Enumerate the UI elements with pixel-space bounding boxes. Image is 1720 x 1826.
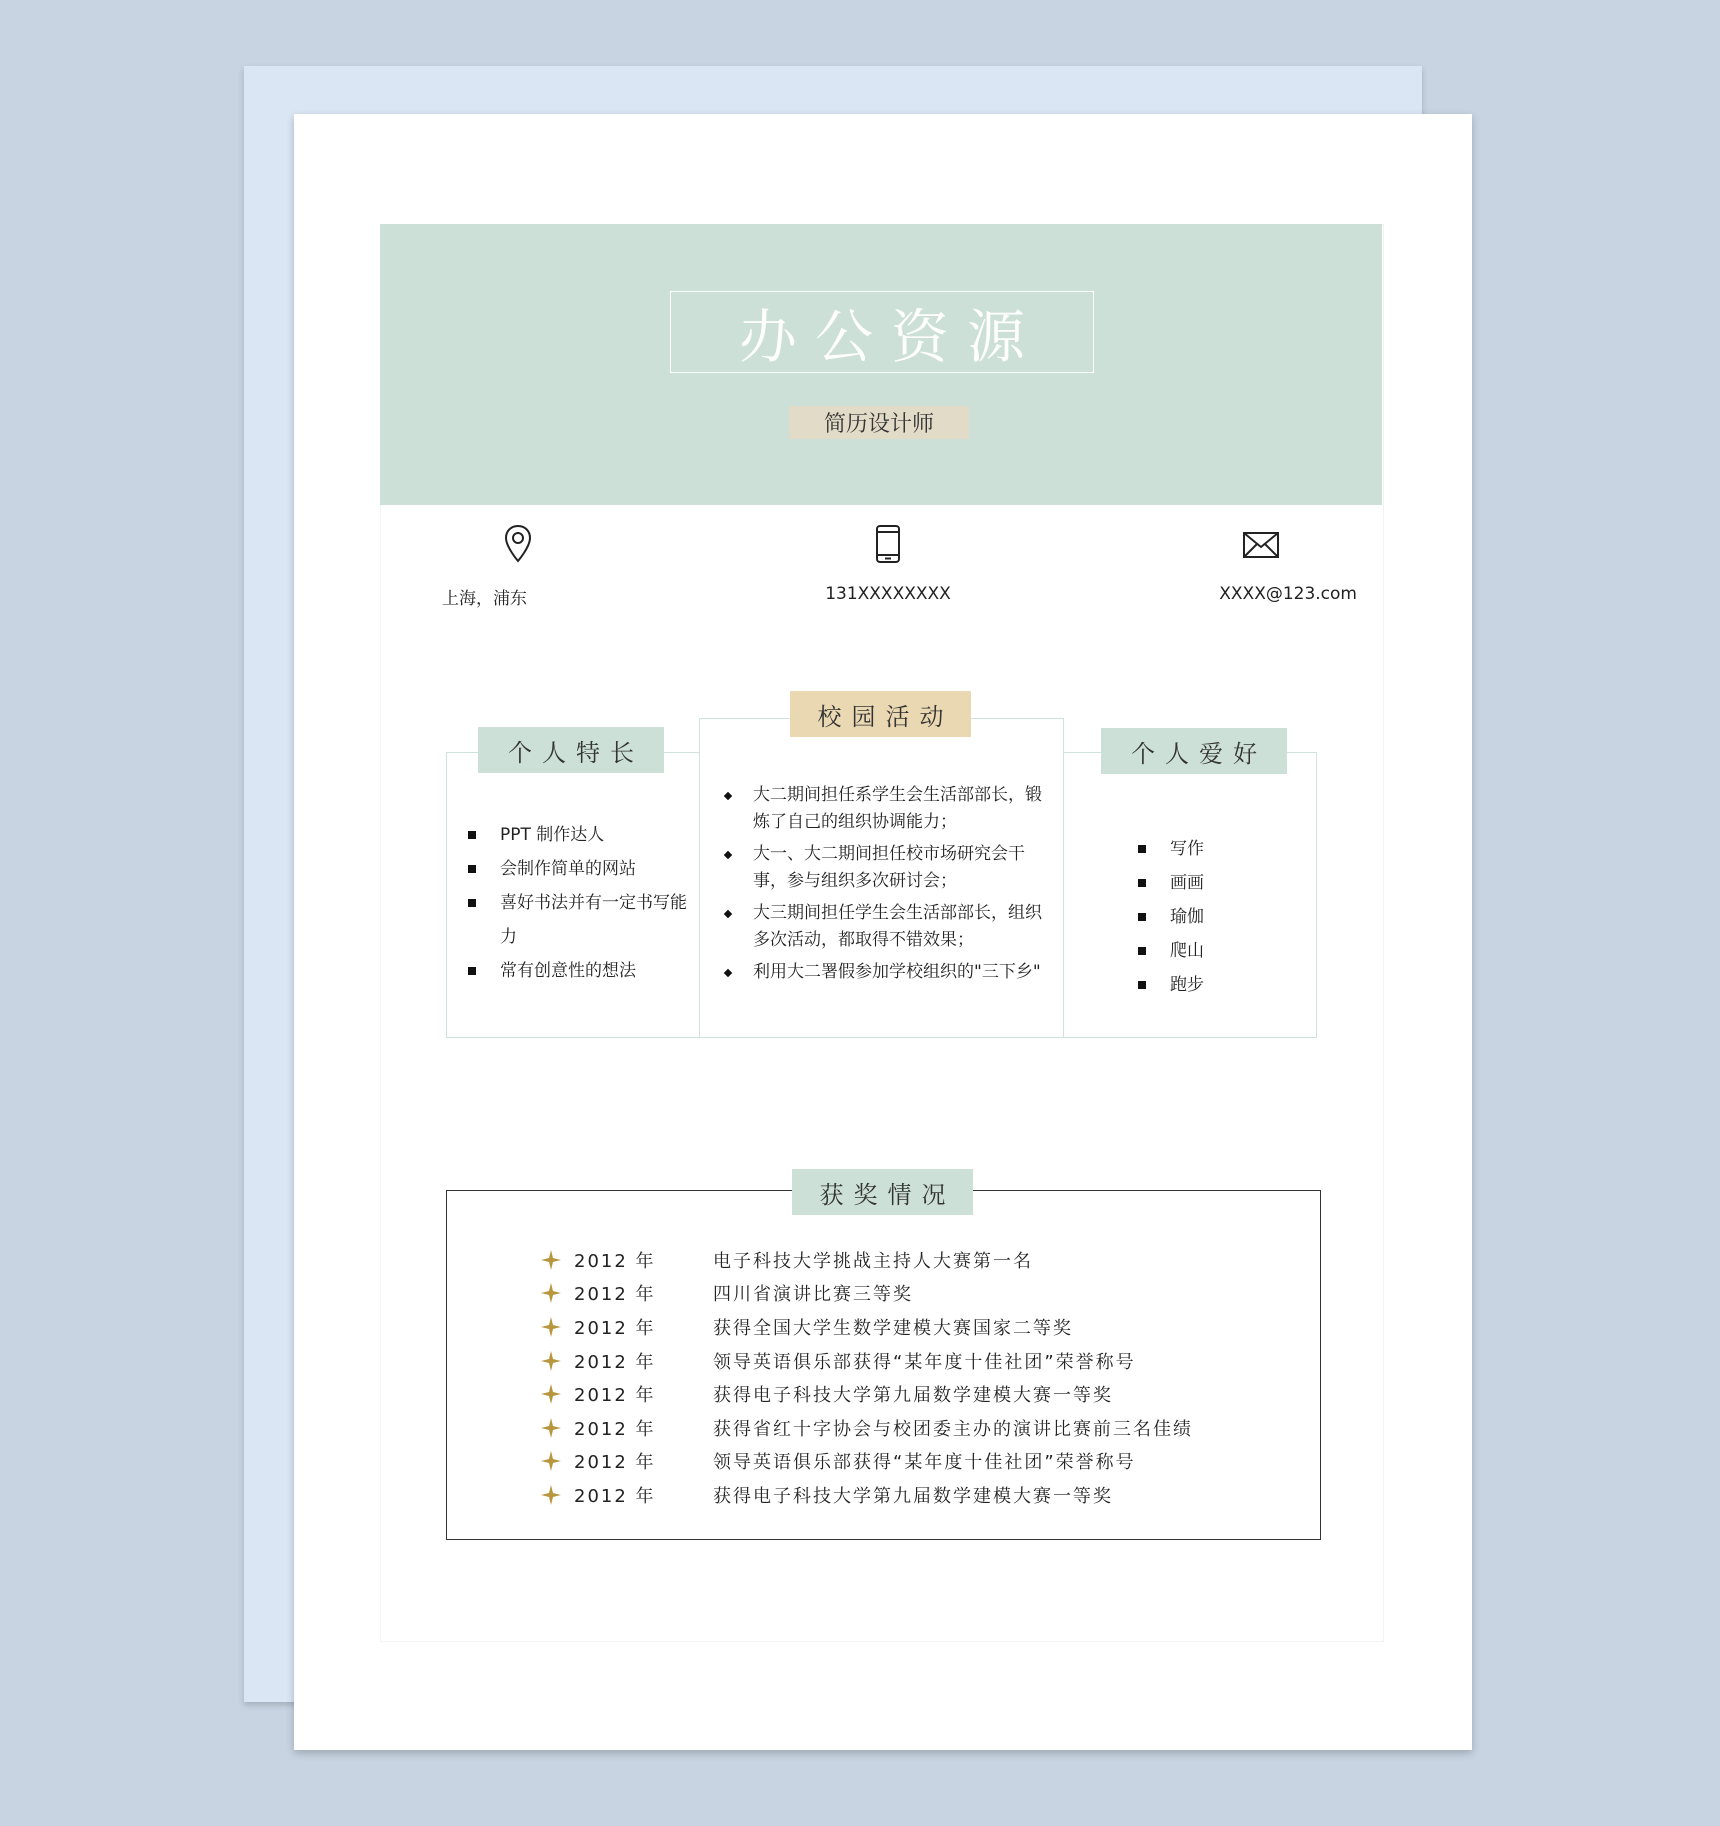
awards-heading: 获奖情况 xyxy=(792,1169,973,1215)
award-year: 2012 年 xyxy=(574,1317,656,1339)
sparkle-star-icon xyxy=(540,1316,562,1338)
award-row xyxy=(540,1478,1320,1512)
award-text: 领导英语俱乐部获得“某年度十佳社团”荣誉称号 xyxy=(713,1452,1136,1474)
hobbies-list xyxy=(1134,832,1294,1002)
header-band xyxy=(380,224,1382,505)
list-item: 喜好书法并有一定书写能力 xyxy=(464,886,694,954)
award-year: 2012 年 xyxy=(574,1351,656,1373)
awards-list xyxy=(540,1243,1320,1512)
sparkle-star-icon xyxy=(540,1484,562,1506)
hobbies-heading: 个人爱好 xyxy=(1101,728,1287,774)
award-row xyxy=(540,1411,1320,1445)
award-text: 获得全国大学生数学建模大赛国家二等奖 xyxy=(713,1317,1073,1339)
contact-location xyxy=(388,524,648,609)
award-row xyxy=(540,1310,1320,1344)
award-year: 2012 年 xyxy=(574,1385,656,1407)
sparkle-star-icon xyxy=(540,1450,562,1472)
award-year: 2012 年 xyxy=(574,1418,656,1440)
campus-list xyxy=(714,782,1054,991)
award-text: 获得省红十字协会与校团委主办的演讲比赛前三名佳绩 xyxy=(713,1418,1193,1440)
award-year: 2012 年 xyxy=(574,1250,656,1272)
sparkle-star-icon xyxy=(540,1417,562,1439)
award-year: 2012 年 xyxy=(574,1452,656,1474)
list-item: 大一、大二期间担任校市场研究会干事，参与组织多次研讨会； xyxy=(714,841,1054,895)
award-text: 电子科技大学挑战主持人大赛第一名 xyxy=(713,1250,1033,1272)
award-row xyxy=(540,1445,1320,1479)
location-text: 上海，浦东 xyxy=(442,589,527,609)
list-item: 大三期间担任学生会生活部部长，组织多次活动，都取得不错效果； xyxy=(714,900,1054,954)
phone-text[interactable]: 131XXXXXXXX xyxy=(825,584,951,604)
list-item: 常有创意性的想法 xyxy=(464,954,694,988)
skills-list xyxy=(464,818,694,988)
smartphone-icon xyxy=(873,524,903,564)
sparkle-star-icon xyxy=(540,1383,562,1405)
award-row xyxy=(540,1277,1320,1311)
envelope-icon xyxy=(1241,524,1281,564)
award-year: 2012 年 xyxy=(574,1284,656,1306)
map-pin-icon xyxy=(503,524,533,564)
email-text[interactable]: XXXX@123.com xyxy=(1219,584,1357,604)
list-item: 大二期间担任系学生会生活部部长，锻炼了自己的组织协调能力； xyxy=(714,782,1054,836)
list-item: 利用大二署假参加学校组织的"三下乡" xyxy=(714,959,1054,986)
sparkle-star-icon xyxy=(540,1350,562,1372)
award-row xyxy=(540,1243,1320,1277)
contact-email xyxy=(1131,524,1391,604)
list-item: PPT 制作达人 xyxy=(464,818,694,852)
award-year: 2012 年 xyxy=(574,1485,656,1507)
skills-heading: 个人特长 xyxy=(478,727,664,773)
candidate-name: 办公资源 xyxy=(670,291,1094,373)
list-item: 跑步 xyxy=(1134,968,1294,1002)
award-row xyxy=(540,1344,1320,1378)
sparkle-star-icon xyxy=(540,1282,562,1304)
list-item: 会制作简单的网站 xyxy=(464,852,694,886)
award-row xyxy=(540,1377,1320,1411)
award-text: 获得电子科技大学第九届数学建模大赛一等奖 xyxy=(713,1485,1113,1507)
list-item: 瑜伽 xyxy=(1134,900,1294,934)
contact-phone xyxy=(758,524,1018,604)
sparkle-star-icon xyxy=(540,1249,562,1271)
list-item: 爬山 xyxy=(1134,934,1294,968)
award-text: 领导英语俱乐部获得“某年度十佳社团”荣誉称号 xyxy=(713,1351,1136,1373)
job-title-tag: 简历设计师 xyxy=(789,406,969,439)
campus-heading: 校园活动 xyxy=(790,691,971,737)
list-item: 画画 xyxy=(1134,866,1294,900)
award-text: 获得电子科技大学第九届数学建模大赛一等奖 xyxy=(713,1385,1113,1407)
award-text: 四川省演讲比赛三等奖 xyxy=(713,1284,913,1306)
list-item: 写作 xyxy=(1134,832,1294,866)
resume-page xyxy=(294,114,1472,1750)
